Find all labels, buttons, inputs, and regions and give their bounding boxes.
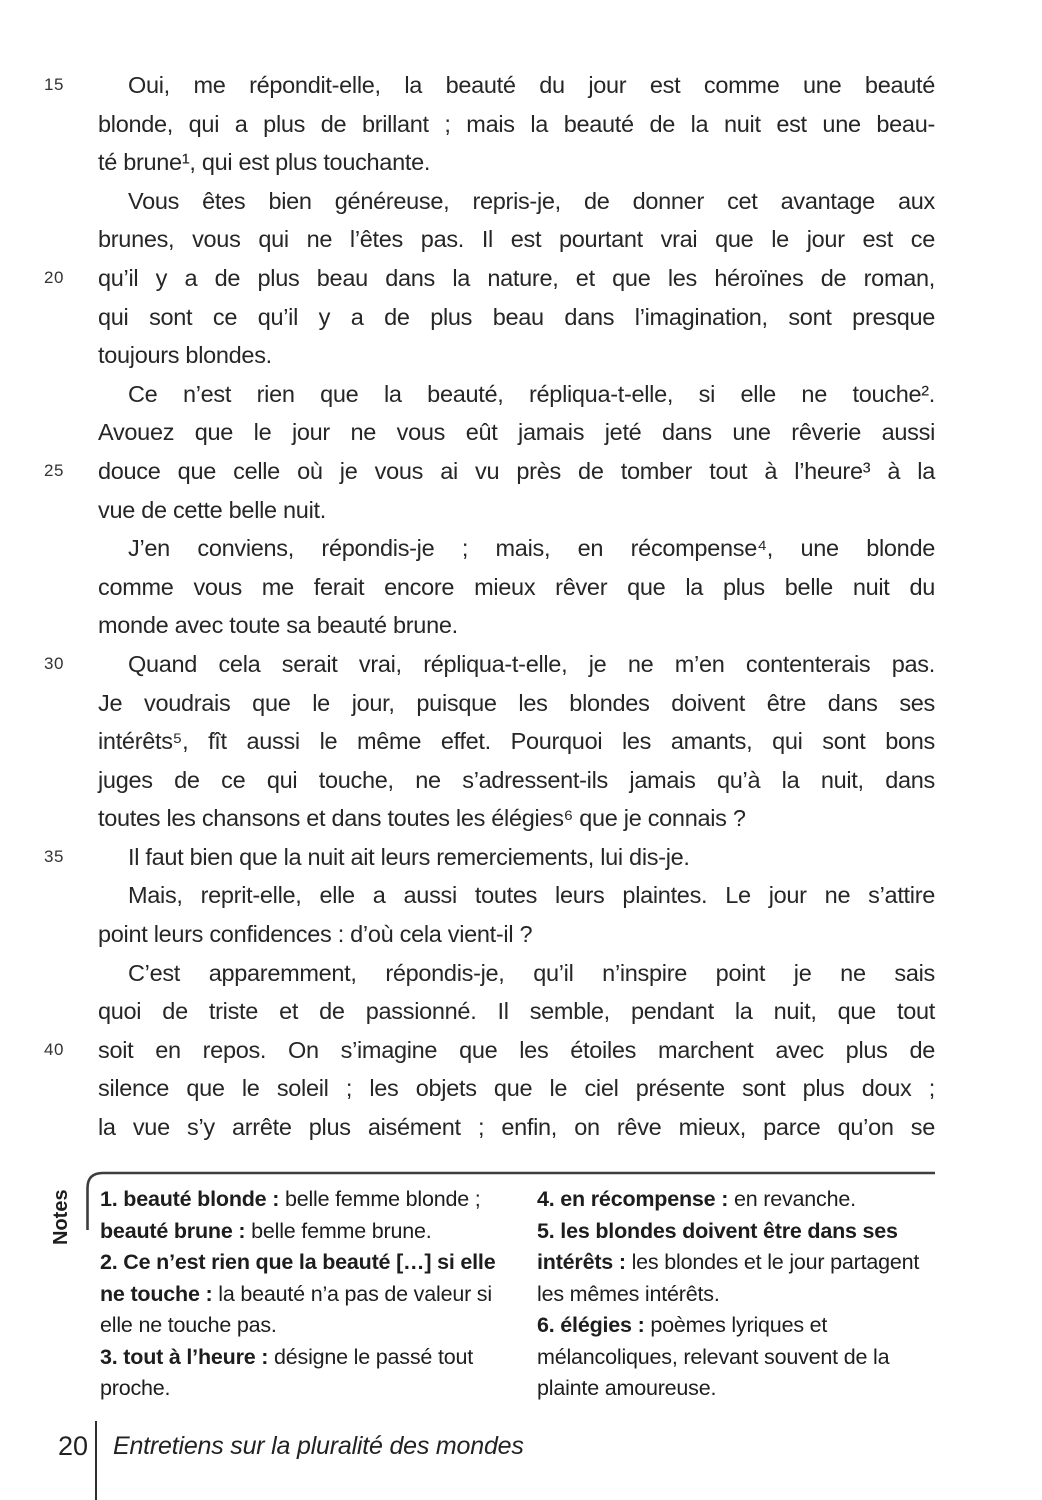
line-text: point leurs confidences : d’où cela vient-il ? xyxy=(98,921,533,948)
line-text: toujours blondes. xyxy=(98,342,272,369)
notes-section-label: Notes xyxy=(50,1189,72,1245)
line-text: C’est apparemment, répondis-je, qu’il n’inspire point je ne sais xyxy=(128,959,935,986)
note-definition: belle femme brune. xyxy=(251,1218,432,1243)
line-number: 20 xyxy=(44,267,64,287)
text-line xyxy=(44,645,935,684)
text-line xyxy=(44,1031,935,1070)
note-definition: la beauté n’a pas de valeur si elle ne touche pas. xyxy=(100,1281,492,1337)
note-definition: poèmes lyriques et mélancoliques, relevant souvent de la plainte amoureuse. xyxy=(537,1313,890,1400)
line-text: Vous êtes bien généreuse, repris-je, de donner cet avantage aux xyxy=(128,187,935,214)
text-line xyxy=(98,684,935,723)
note-item xyxy=(537,1310,937,1405)
line-text: Ce n’est rien que la beauté, répliqua-t-elle, si elle ne touche². xyxy=(128,380,935,407)
text-line xyxy=(98,799,935,838)
note-definition: les blondes et le jour partagent les mêmes intérêts. xyxy=(537,1250,920,1306)
note-term: 1. beauté blonde : xyxy=(100,1187,285,1211)
line-text: brunes, vous qui ne l’êtes pas. Il est pourtant vrai que le jour est ce xyxy=(98,226,935,253)
text-line xyxy=(98,529,935,568)
note-term: 4. en récompense : xyxy=(537,1187,734,1211)
line-text: Je voudrais que le jour, puisque les blondes doivent être dans ses xyxy=(98,689,935,716)
text-line xyxy=(44,452,935,491)
text-line xyxy=(98,992,935,1031)
line-text: douce que celle où je vous ai vu près de tomber tout à l’heure³ à la xyxy=(98,457,935,484)
note-item xyxy=(537,1216,937,1311)
line-text: té brune¹, qui est plus touchante. xyxy=(98,149,431,176)
line-number: 30 xyxy=(44,653,64,673)
text-line xyxy=(98,954,935,993)
main-text-block xyxy=(44,66,935,1147)
line-text: monde avec toute sa beauté brune. xyxy=(98,612,458,639)
text-line xyxy=(98,1069,935,1108)
text-line xyxy=(98,220,935,259)
note-item xyxy=(100,1247,500,1342)
line-number: 40 xyxy=(44,1039,64,1059)
note-item xyxy=(100,1184,500,1247)
text-line xyxy=(44,838,935,877)
line-number: 15 xyxy=(44,75,64,94)
text-line xyxy=(98,876,935,915)
notes-section xyxy=(100,1184,937,1405)
note-item xyxy=(100,1342,500,1405)
text-line xyxy=(98,105,935,144)
notes-column-right xyxy=(537,1184,937,1405)
book-title: Entretiens sur la pluralité des mondes xyxy=(113,1432,524,1460)
note-term: 6. élégies : xyxy=(537,1313,651,1337)
notes-column-left xyxy=(100,1184,500,1405)
note-definition: belle femme blonde ; xyxy=(284,1187,481,1211)
line-text: quoi de triste et de passionné. Il semble, pendant la nuit, que tout xyxy=(98,998,935,1025)
line-text: blonde, qui a plus de brillant ; mais la beauté de la nuit est une beau- xyxy=(98,110,935,137)
text-line xyxy=(98,375,935,414)
text-line xyxy=(98,722,935,761)
line-text: intérêts⁵, fît aussi le même effet. Pourquoi les amants, qui sont bons xyxy=(98,728,935,755)
line-text: qu’il y a de plus beau dans la nature, et que les héroïnes de roman, xyxy=(98,264,935,291)
footer-divider xyxy=(95,1421,97,1500)
text-line xyxy=(44,259,935,298)
line-text: juges de ce qui touche, ne s’adressent-ils jamais qu’à la nuit, dans xyxy=(98,766,935,793)
text-line xyxy=(98,568,935,607)
line-text: Il faut bien que la nuit ait leurs remerciements, lui dis-je. xyxy=(128,843,690,870)
line-text: comme vous me ferait encore mieux rêver que la plus belle nuit du xyxy=(98,573,935,600)
text-line xyxy=(98,606,935,645)
text-line xyxy=(98,298,935,337)
page-number: 20 xyxy=(57,1431,88,1461)
note-term: 2. Ce n’est rien que la beauté […] si elle ne touche : xyxy=(100,1250,496,1306)
text-line xyxy=(98,143,935,182)
note-definition: désigne le passé tout proche. xyxy=(100,1344,474,1400)
note-term: 5. les blondes doivent être dans ses intérêts : xyxy=(537,1218,898,1274)
line-text: Mais, reprit-elle, elle a aussi toutes leurs plaintes. Le jour ne s’attire xyxy=(128,882,935,909)
line-text: silence que le soleil ; les objets que le ciel présente sont plus doux ; xyxy=(98,1075,935,1102)
note-term: 3. tout à l’heure : xyxy=(100,1344,274,1369)
line-text: la vue s’y arrête plus aisément ; enfin, on rêve mieux, parce qu’on se xyxy=(98,1114,935,1141)
text-line xyxy=(98,491,935,530)
line-text: Avouez que le jour ne vous eût jamais jeté dans une rêverie aussi xyxy=(98,419,935,446)
line-text: vue de cette belle nuit. xyxy=(98,496,326,523)
text-line xyxy=(98,761,935,800)
line-text: Oui, me répondit-elle, la beauté du jour est comme une beauté xyxy=(128,72,935,98)
line-text: qui sont ce qu’il y a de plus beau dans l’imagination, sont presque xyxy=(98,303,935,330)
line-number: 35 xyxy=(44,846,64,866)
note-term: beauté brune : xyxy=(100,1218,252,1243)
text-line xyxy=(98,182,935,221)
line-text: soit en repos. On s’imagine que les étoiles marchent avec plus de xyxy=(98,1036,935,1063)
text-line xyxy=(98,413,935,452)
note-definition: en revanche. xyxy=(733,1187,856,1211)
line-number: 25 xyxy=(44,460,64,480)
line-text: Quand cela serait vrai, répliqua-t-elle, je ne m’en contenterais pas. xyxy=(128,650,935,677)
text-line xyxy=(98,336,935,375)
text-line xyxy=(98,1108,935,1147)
text-line xyxy=(98,915,935,954)
line-text: J’en conviens, répondis-je ; mais, en récompense⁴, une blonde xyxy=(128,535,935,562)
text-line xyxy=(44,66,935,105)
line-text: toutes les chansons et dans toutes les élégies⁶ que je connais ? xyxy=(98,805,746,832)
note-item xyxy=(537,1184,937,1216)
